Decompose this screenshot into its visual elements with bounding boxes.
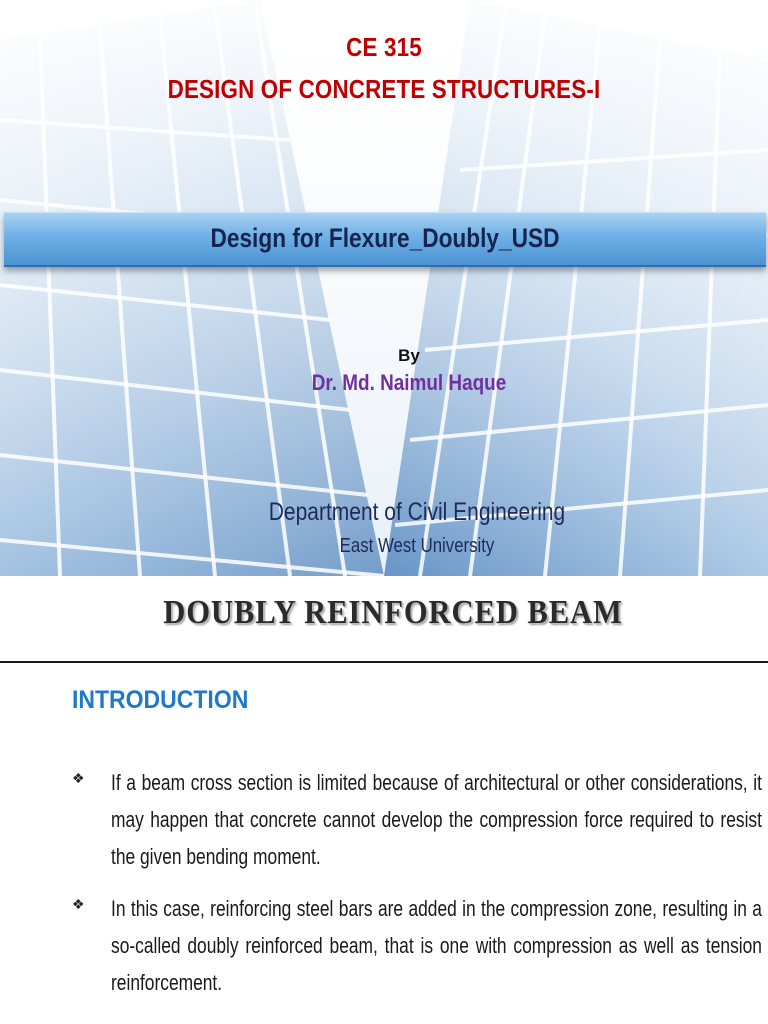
bullet-text: In this case, reinforcing steel bars are added in the compression zone, resulting in a so-called doubly reinforced beam, that is one with compression as well as tension reinforcement.: [111, 896, 762, 995]
course-code: CE 315: [346, 32, 422, 62]
topic-banner: [4, 212, 766, 267]
topic-title: Design for Flexure_Doubly_USD: [210, 223, 560, 253]
course-title: DESIGN OF CONCRETE STRUCTURES-I: [167, 74, 601, 104]
department-name: Department of Civil Engineering: [268, 498, 566, 526]
slide-heading: DOUBLY REINFORCED BEAM: [163, 594, 623, 631]
content-slide: [0, 576, 768, 1024]
diamond-bullet-icon: ❖: [72, 896, 85, 912]
author-name: Dr. Md. Naimul Haque: [311, 370, 507, 395]
section-heading: INTRODUCTION: [72, 686, 249, 714]
bullet-text: If a beam cross section is limited because of architectural or other considerations, it may happen that concrete cannot develop the compression force required to resist the given bending moment.: [111, 770, 762, 869]
heading-divider: [0, 661, 768, 663]
university-name: East West University: [339, 535, 495, 557]
diamond-bullet-icon: ❖: [72, 770, 85, 786]
by-label: By: [398, 346, 420, 365]
